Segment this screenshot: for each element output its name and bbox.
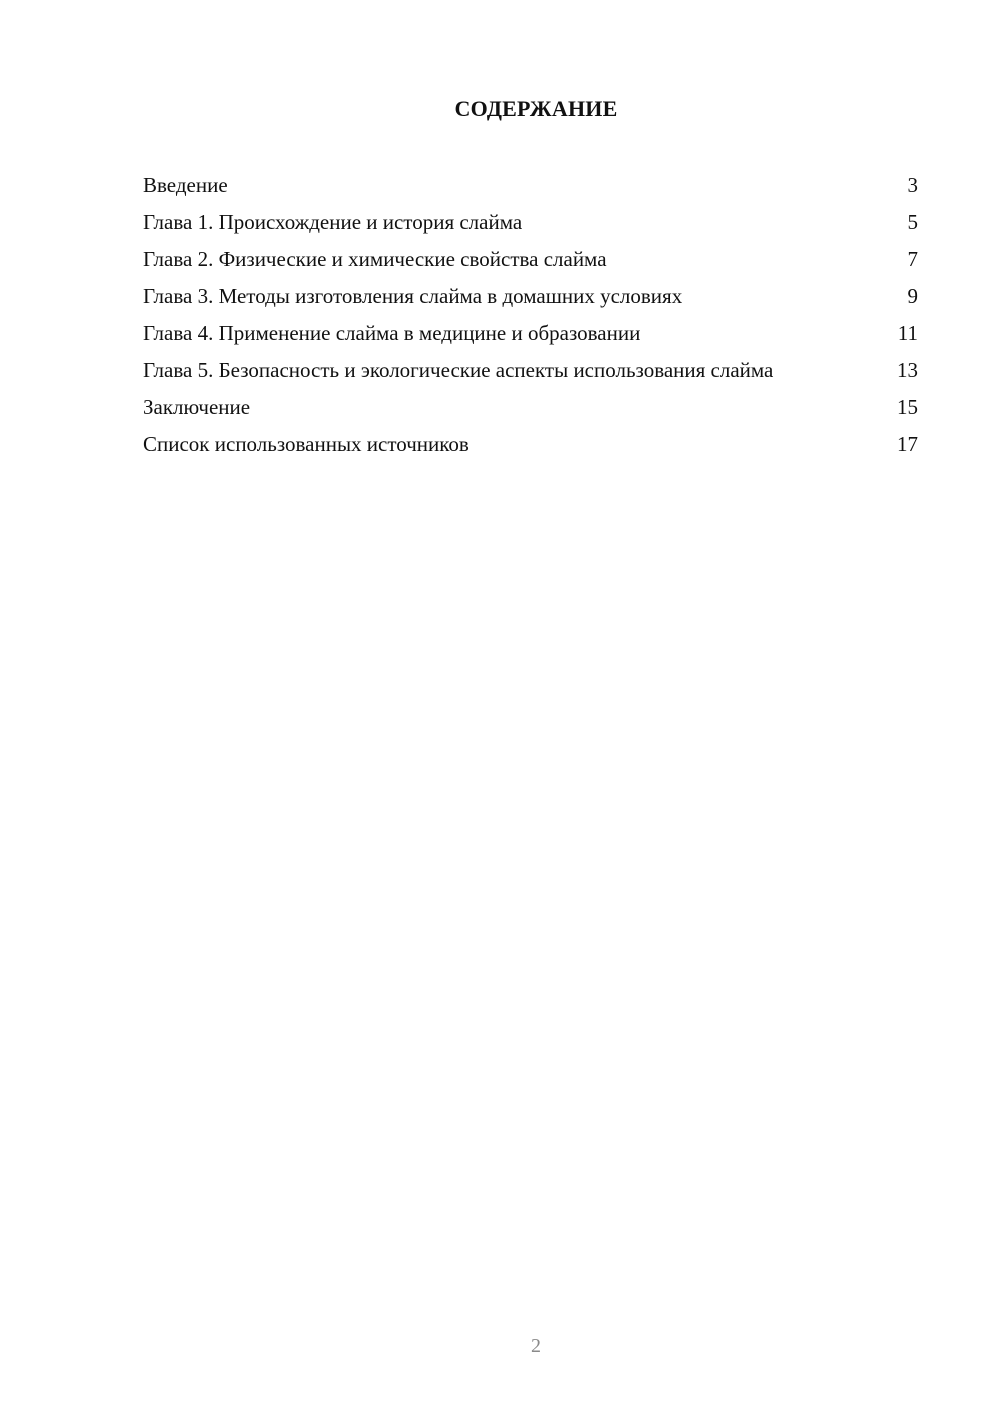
toc-item-page: 9 (907, 284, 918, 308)
toc-item-conclusion (143, 394, 918, 420)
toc-item-chapter-4 (143, 320, 918, 346)
toc-item-chapter-2 (143, 246, 918, 272)
toc-item-page: 15 (897, 395, 918, 419)
toc-item-page: 11 (897, 321, 918, 345)
toc-item-chapter-5 (143, 357, 918, 383)
toc-item-label: Глава 1. Происхождение и история слайма (143, 210, 523, 234)
page-title: СОДЕРЖАНИЕ (454, 96, 618, 121)
page-number: 2 (531, 1335, 541, 1357)
toc-item-label: Введение (143, 173, 228, 197)
toc-item-page: 5 (907, 210, 918, 234)
toc-item-page: 3 (907, 173, 918, 197)
toc-item-label: Глава 2. Физические и химические свойства слайма (143, 247, 607, 271)
toc-item-label: Глава 4. Применение слайма в медицине и образовании (143, 321, 641, 345)
toc-item-label: Заключение (143, 395, 251, 419)
toc-item-label: Глава 3. Методы изготовления слайма в домашних условиях (143, 284, 683, 308)
toc-item-label: Глава 5. Безопасность и экологические аспекты использования слайма (143, 358, 774, 382)
table-of-contents (143, 172, 918, 468)
toc-item-page: 13 (897, 358, 918, 382)
toc-item-label: Список использованных источников (143, 432, 469, 456)
toc-item-page: 17 (897, 432, 918, 456)
toc-item-references (143, 431, 918, 457)
toc-item-introduction (143, 172, 918, 198)
toc-item-chapter-3 (143, 283, 918, 309)
toc-item-chapter-1 (143, 209, 918, 235)
toc-item-page: 7 (907, 247, 918, 271)
